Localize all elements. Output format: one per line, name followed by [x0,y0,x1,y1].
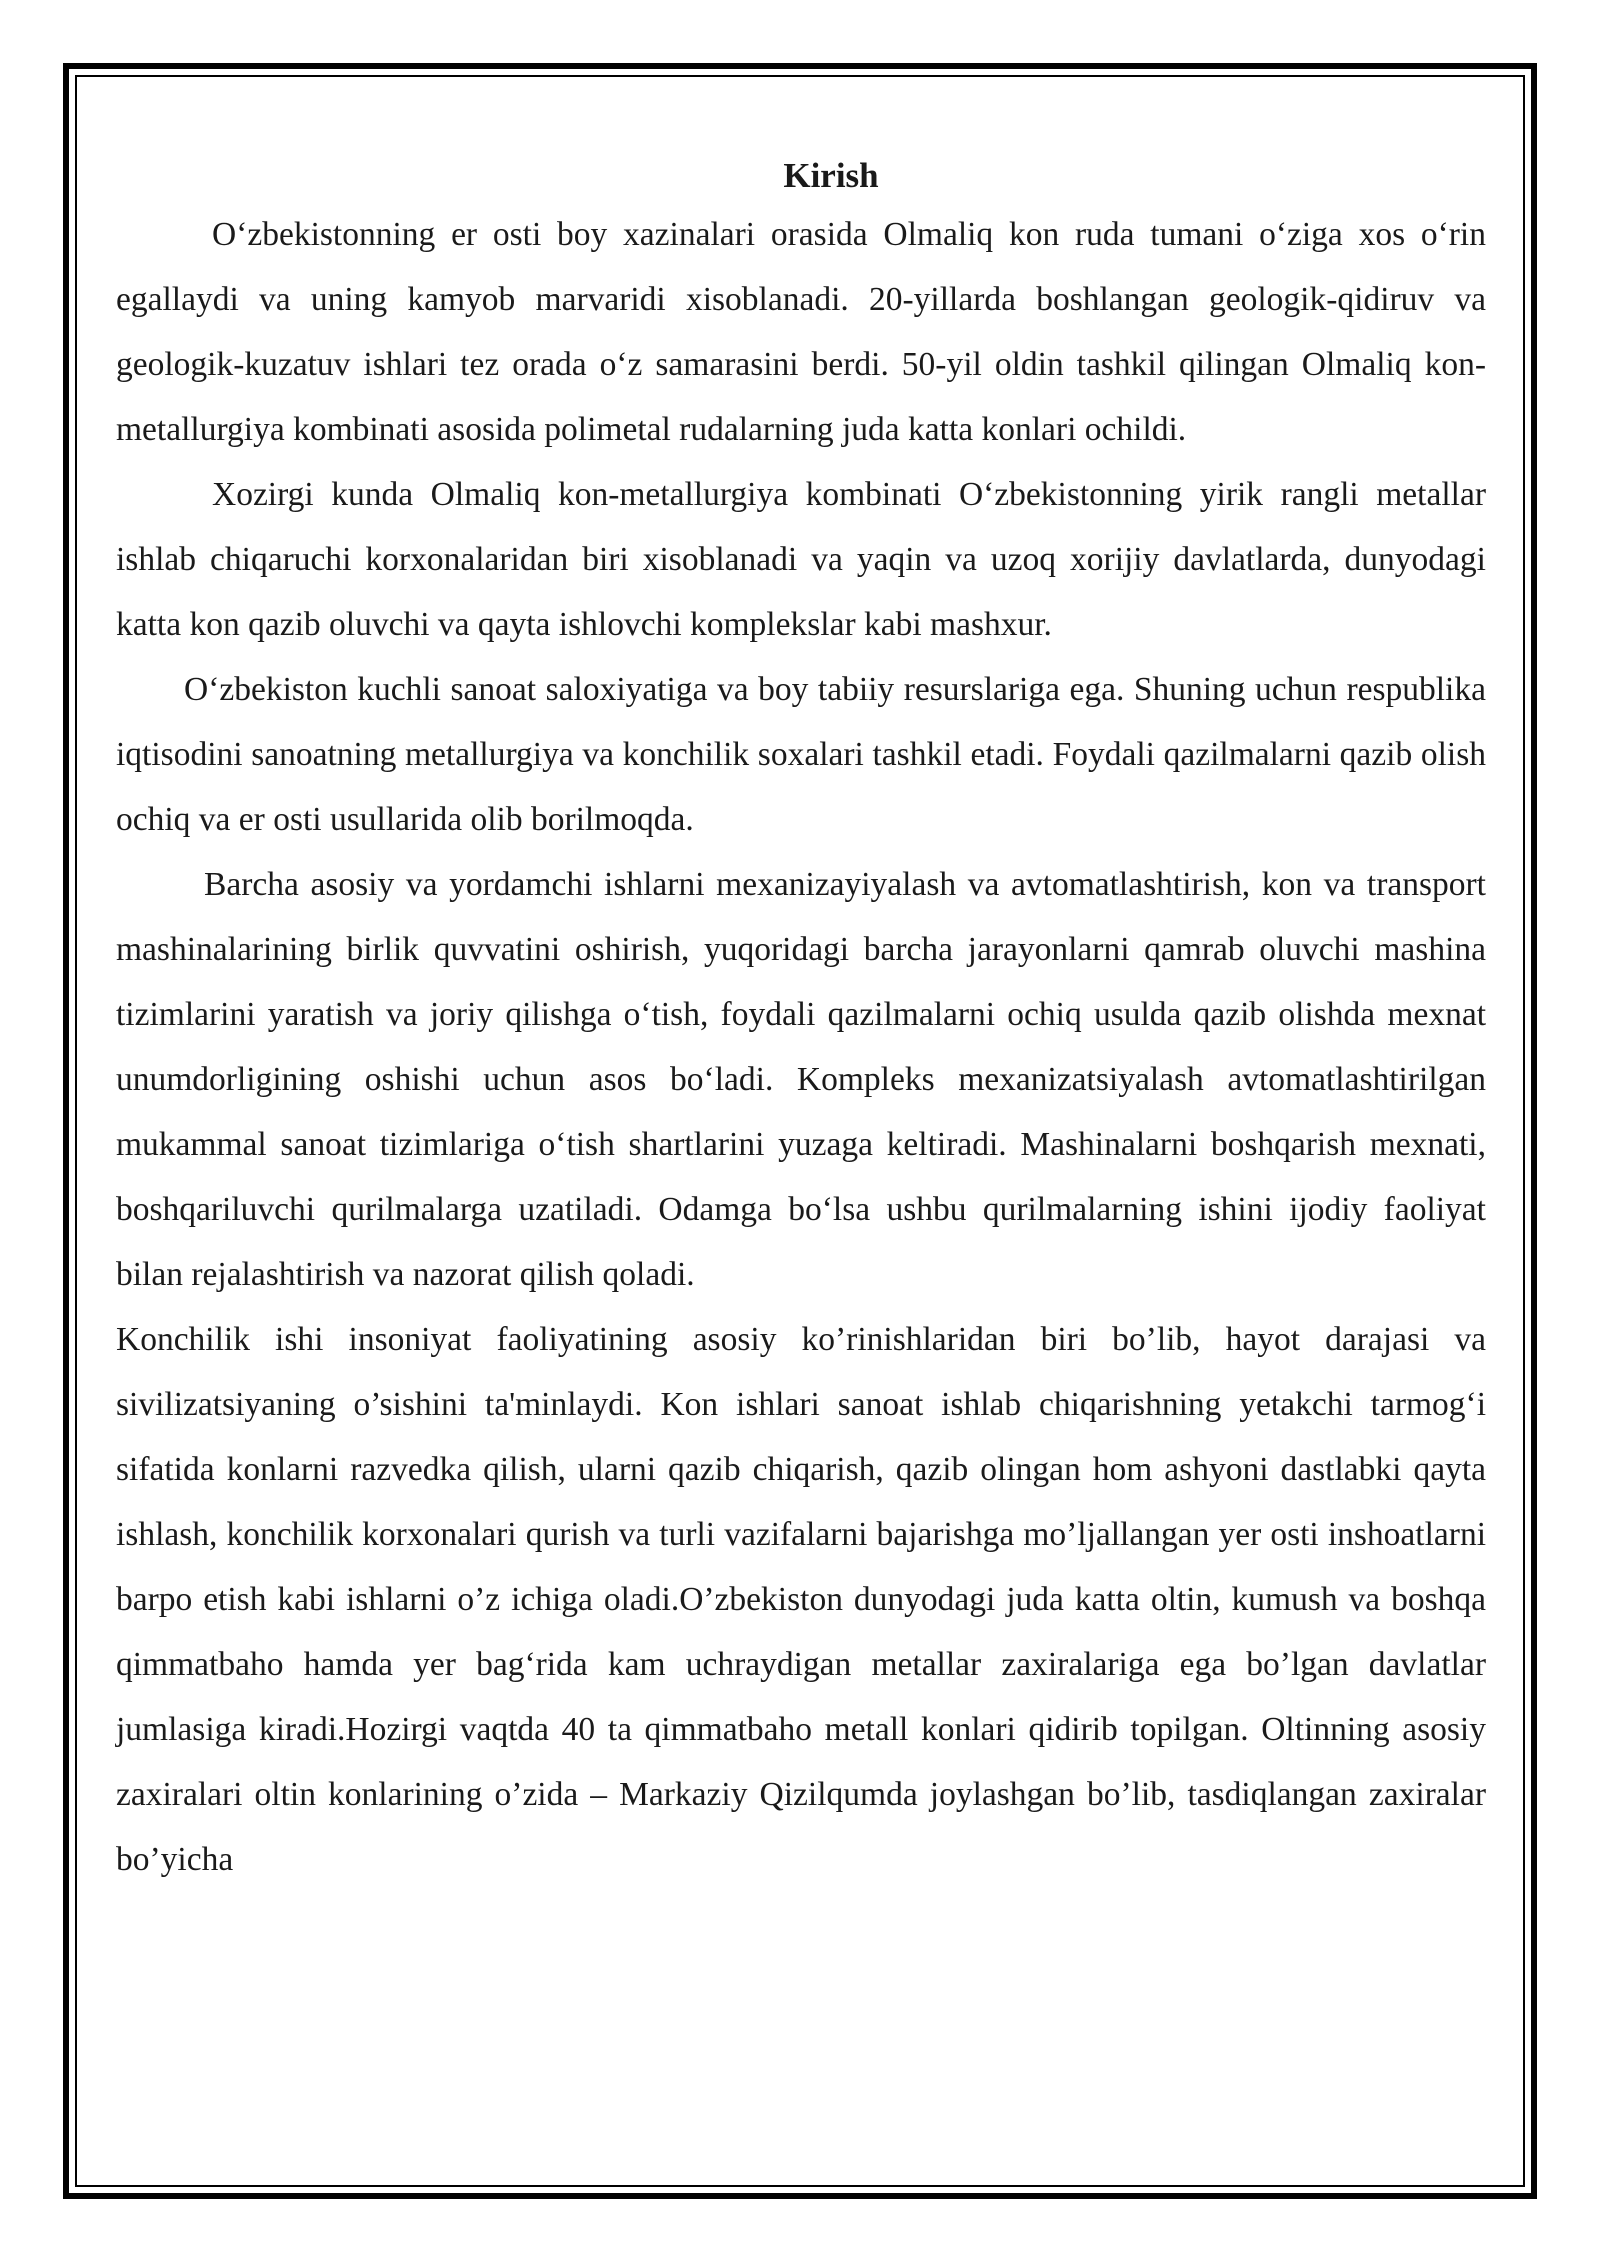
paragraph-1: O‘zbekistonning er osti boy xazinalari orasida Olmaliq kon ruda tumani o‘ziga xos o‘rin egallaydi va uning kamyob marvaridi xisoblanadi. 20-yillarda boshlangan geologik-qidiruv va geologik-kuzatuv ishlari tez orada o‘z samarasini berdi. 50-yil oldin tashkil qilingan Olmaliq kon-metallurgiya kombinati asosida polimetal rudalarning juda katta konlari ochildi. [116,216,1486,448]
paragraph-4: Barcha asosiy va yordamchi ishlarni mexanizayiyalash va avtomatlashtirish, kon va transport mashinalarining birlik quvvatini oshirish, yuqoridagi barcha jarayonlarni qamrab oluvchi mashina tizimlarini yaratish va joriy qilishga o‘tish, foydali qazilmalarni ochiq usulda qazib olishda mexnat unumdorligining oshishi uchun asos bo‘ladi. Kompleks mexanizatsiyalash avtomatlashtirilgan mukammal sanoat tizimlariga o‘tish shartlarini yuzaga keltiradi. Mashinalarni boshqarish mexnati, boshqariluvchi qurilmalarga uzatiladi. Odamga bo‘lsa ushbu qurilmalarning ishini ijodiy faoliyat bilan rejalashtirish va nazorat qilish qoladi. [116,866,1486,1293]
document-body [116,150,1486,1892]
document-title: Kirish [783,156,879,195]
paragraph-2: Xozirgi kunda Olmaliq kon-metallurgiya kombinati O‘zbekistonning yirik rangli metallar ishlab chiqaruchi korxonalaridan biri xisoblanadi va yaqin va uzoq xorijiy davlatlarda, dunyodagi katta kon qazib oluvchi va qayta ishlovchi komplekslar kabi mashxur. [116,476,1486,643]
paragraph-5: Konchilik ishi insoniyat faoliyatining asosiy ko’rinishlaridan biri bo’lib, hayot darajasi va sivilizatsiyaning o’sishini ta'minlaydi. Kon ishlari sanoat ishlab chiqarishning yetakchi tarmog‘i sifatida konlarni razvedka qilish, ularni qazib chiqarish, qazib olingan hom ashyoni dastlabki qayta ishlash, konchilik korxonalari qurish va turli vazifalarni bajarishga mo’ljallangan yer osti inshoatlarni barpo etish kabi ishlarni o’z ichiga oladi.O’zbekiston dunyodagi juda katta oltin, kumush va boshqa qimmatbaho hamda yer bag‘rida kam uchraydigan metallar zaxiralariga ega bo’lgan davlatlar jumlasiga kiradi.Hozirgi vaqtda 40 ta qimmatbaho metall konlari qidirib topilgan. Oltinning asosiy zaxiralari oltin konlarining o’zida – Markaziy Qizilqumda joylashgan bo’lib, tasdiqlangan zaxiralar bo’yicha [116,1321,1486,1878]
paragraph-3: O‘zbekiston kuchli sanoat saloxiyatiga va boy tabiiy resurslariga ega. Shuning uchun respublika iqtisodini sanoatning metallurgiya va konchilik soxalari tashkil etadi. Foydali qazilmalarni qazib olish ochiq va er osti usullarida olib borilmoqda. [116,671,1486,838]
